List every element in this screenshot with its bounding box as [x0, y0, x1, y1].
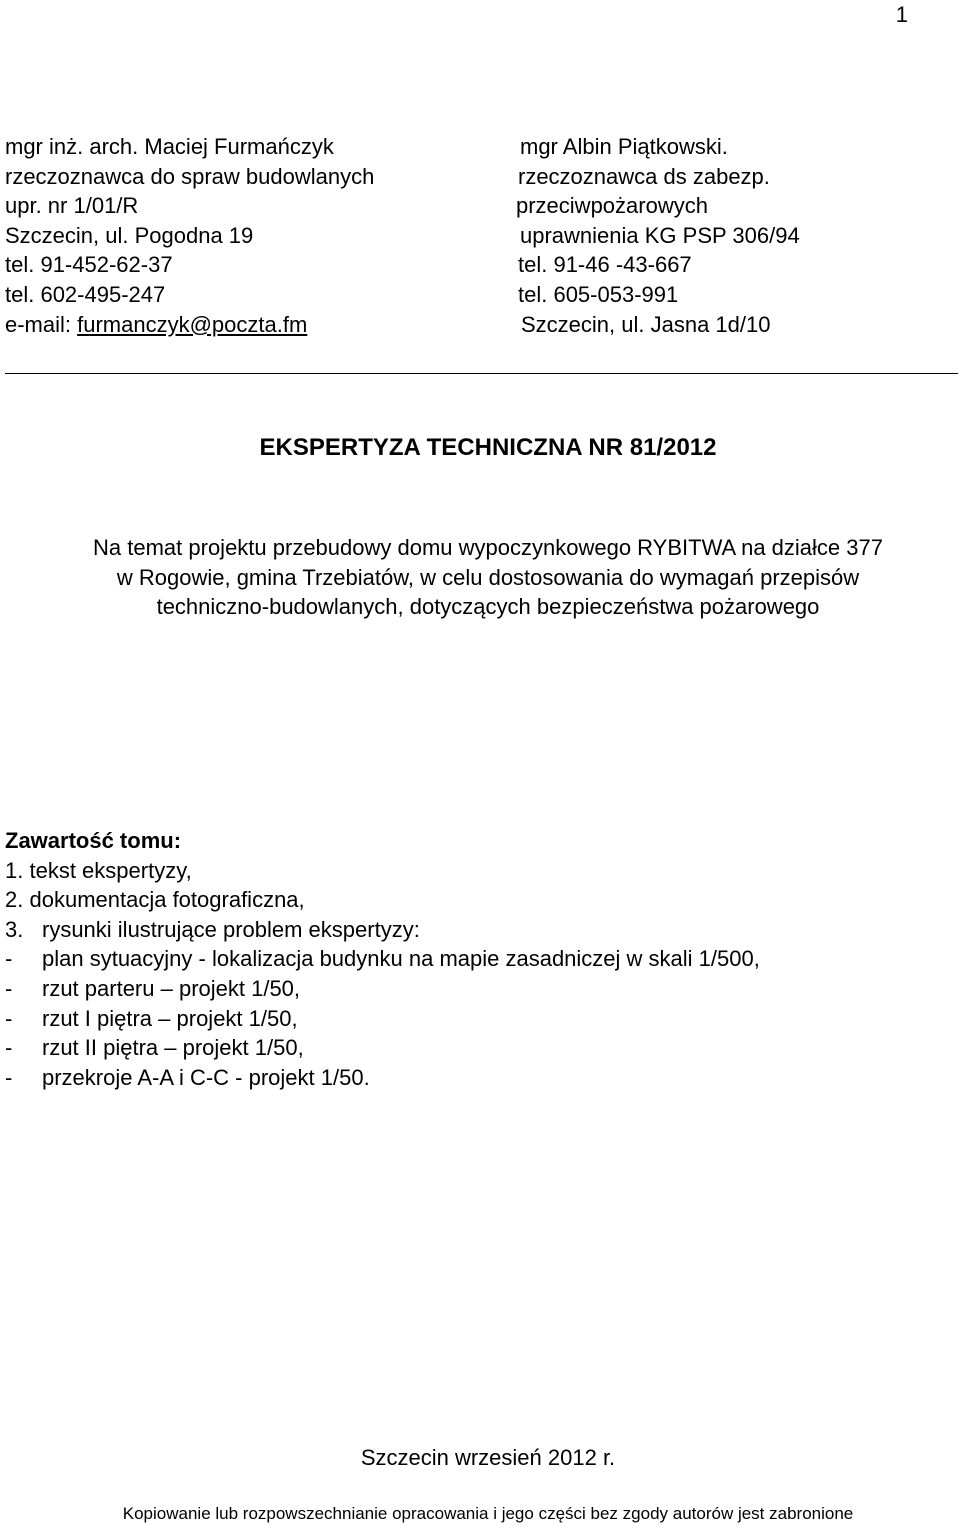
item-text: rzut II piętra – projekt 1/50, — [42, 1035, 304, 1061]
item-text: przekroje A-A i C-C - projekt 1/50. — [42, 1064, 370, 1090]
item-marker: - — [5, 1064, 13, 1090]
author-right-phone: tel. 91-46 -43-667 — [518, 252, 692, 278]
author-right-mobile: tel. 605-053-991 — [518, 281, 679, 307]
email-prefix: e-mail: — [5, 311, 78, 337]
document-title: EKSPERTYZA TECHNICZNA NR 81/2012 — [259, 434, 717, 461]
page-number: 1 — [895, 2, 908, 27]
item-text: rysunki ilustrujące problem ekspertyzy: — [42, 916, 420, 942]
item-marker: - — [5, 975, 13, 1001]
contents-subitem — [5, 1063, 760, 1093]
author-left-address: Szczecin, ul. Pogodna 19 — [5, 222, 254, 248]
email-link[interactable]: furmanczyk@poczta.fm — [77, 311, 308, 337]
item-marker: 1. — [5, 857, 24, 883]
contents-subitem — [5, 1004, 760, 1034]
place-date: Szczecin wrzesień 2012 r. — [360, 1445, 616, 1470]
contents-subitem — [5, 974, 760, 1004]
volume-contents — [5, 826, 760, 1092]
item-marker: 2. — [5, 887, 24, 913]
contents-subitem — [5, 944, 760, 974]
author-right-role-cont: przeciwpożarowych — [516, 193, 708, 219]
item-marker: - — [5, 1035, 13, 1061]
item-text: plan sytuacyjny - lokalizacja budynku na mapie zasadniczej w skali 1/500, — [42, 946, 760, 972]
subject-line: Na temat projektu przebudowy domu wypoczynkowego RYBITWA na działce 377 — [93, 535, 883, 560]
author-left-email-line — [5, 310, 374, 340]
author-left-name: mgr inż. arch. Maciej Furmańczyk — [5, 134, 334, 159]
item-marker: - — [5, 1005, 13, 1031]
item-marker: 3. — [5, 916, 24, 942]
author-left-license: upr. nr 1/01/R — [5, 193, 139, 219]
item-text: tekst ekspertyzy, — [29, 857, 192, 883]
document-subject — [0, 533, 960, 622]
author-left-block — [5, 132, 374, 339]
contents-item — [5, 856, 760, 886]
author-left-phone: tel. 91-452-62-37 — [5, 252, 173, 278]
contents-heading: Zawartość tomu: — [5, 828, 182, 853]
copyright-notice: Kopiowanie lub rozpowszechnianie opracowania i jego części bez zgody autorów jest zabronione — [122, 1504, 854, 1523]
item-text: rzut I piętra – projekt 1/50, — [42, 1005, 298, 1031]
author-right-license: uprawnienia KG PSP 306/94 — [520, 222, 800, 248]
item-text: dokumentacja fotograficzna, — [29, 887, 305, 913]
subject-line: w Rogowie, gmina Trzebiatów, w celu dostosowania do wymagań przepisów — [116, 564, 860, 590]
item-text: rzut parteru – projekt 1/50, — [42, 975, 301, 1001]
item-marker: - — [5, 946, 13, 972]
contents-subitem — [5, 1033, 760, 1063]
contents-item — [5, 915, 760, 945]
contents-item — [5, 885, 760, 915]
subject-line: techniczno-budowlanych, dotyczących bezpieczeństwa pożarowego — [156, 594, 820, 619]
author-left-role: rzeczoznawca do spraw budowlanych — [5, 163, 375, 189]
author-right-address: Szczecin, ul. Jasna 1d/10 — [521, 311, 771, 337]
author-right-role: rzeczoznawca ds zabezp. — [518, 163, 770, 189]
header-divider — [5, 373, 958, 374]
author-left-mobile: tel. 602-495-247 — [5, 281, 166, 307]
author-right-name: mgr Albin Piątkowski. — [520, 134, 728, 159]
author-right-block — [490, 132, 800, 339]
